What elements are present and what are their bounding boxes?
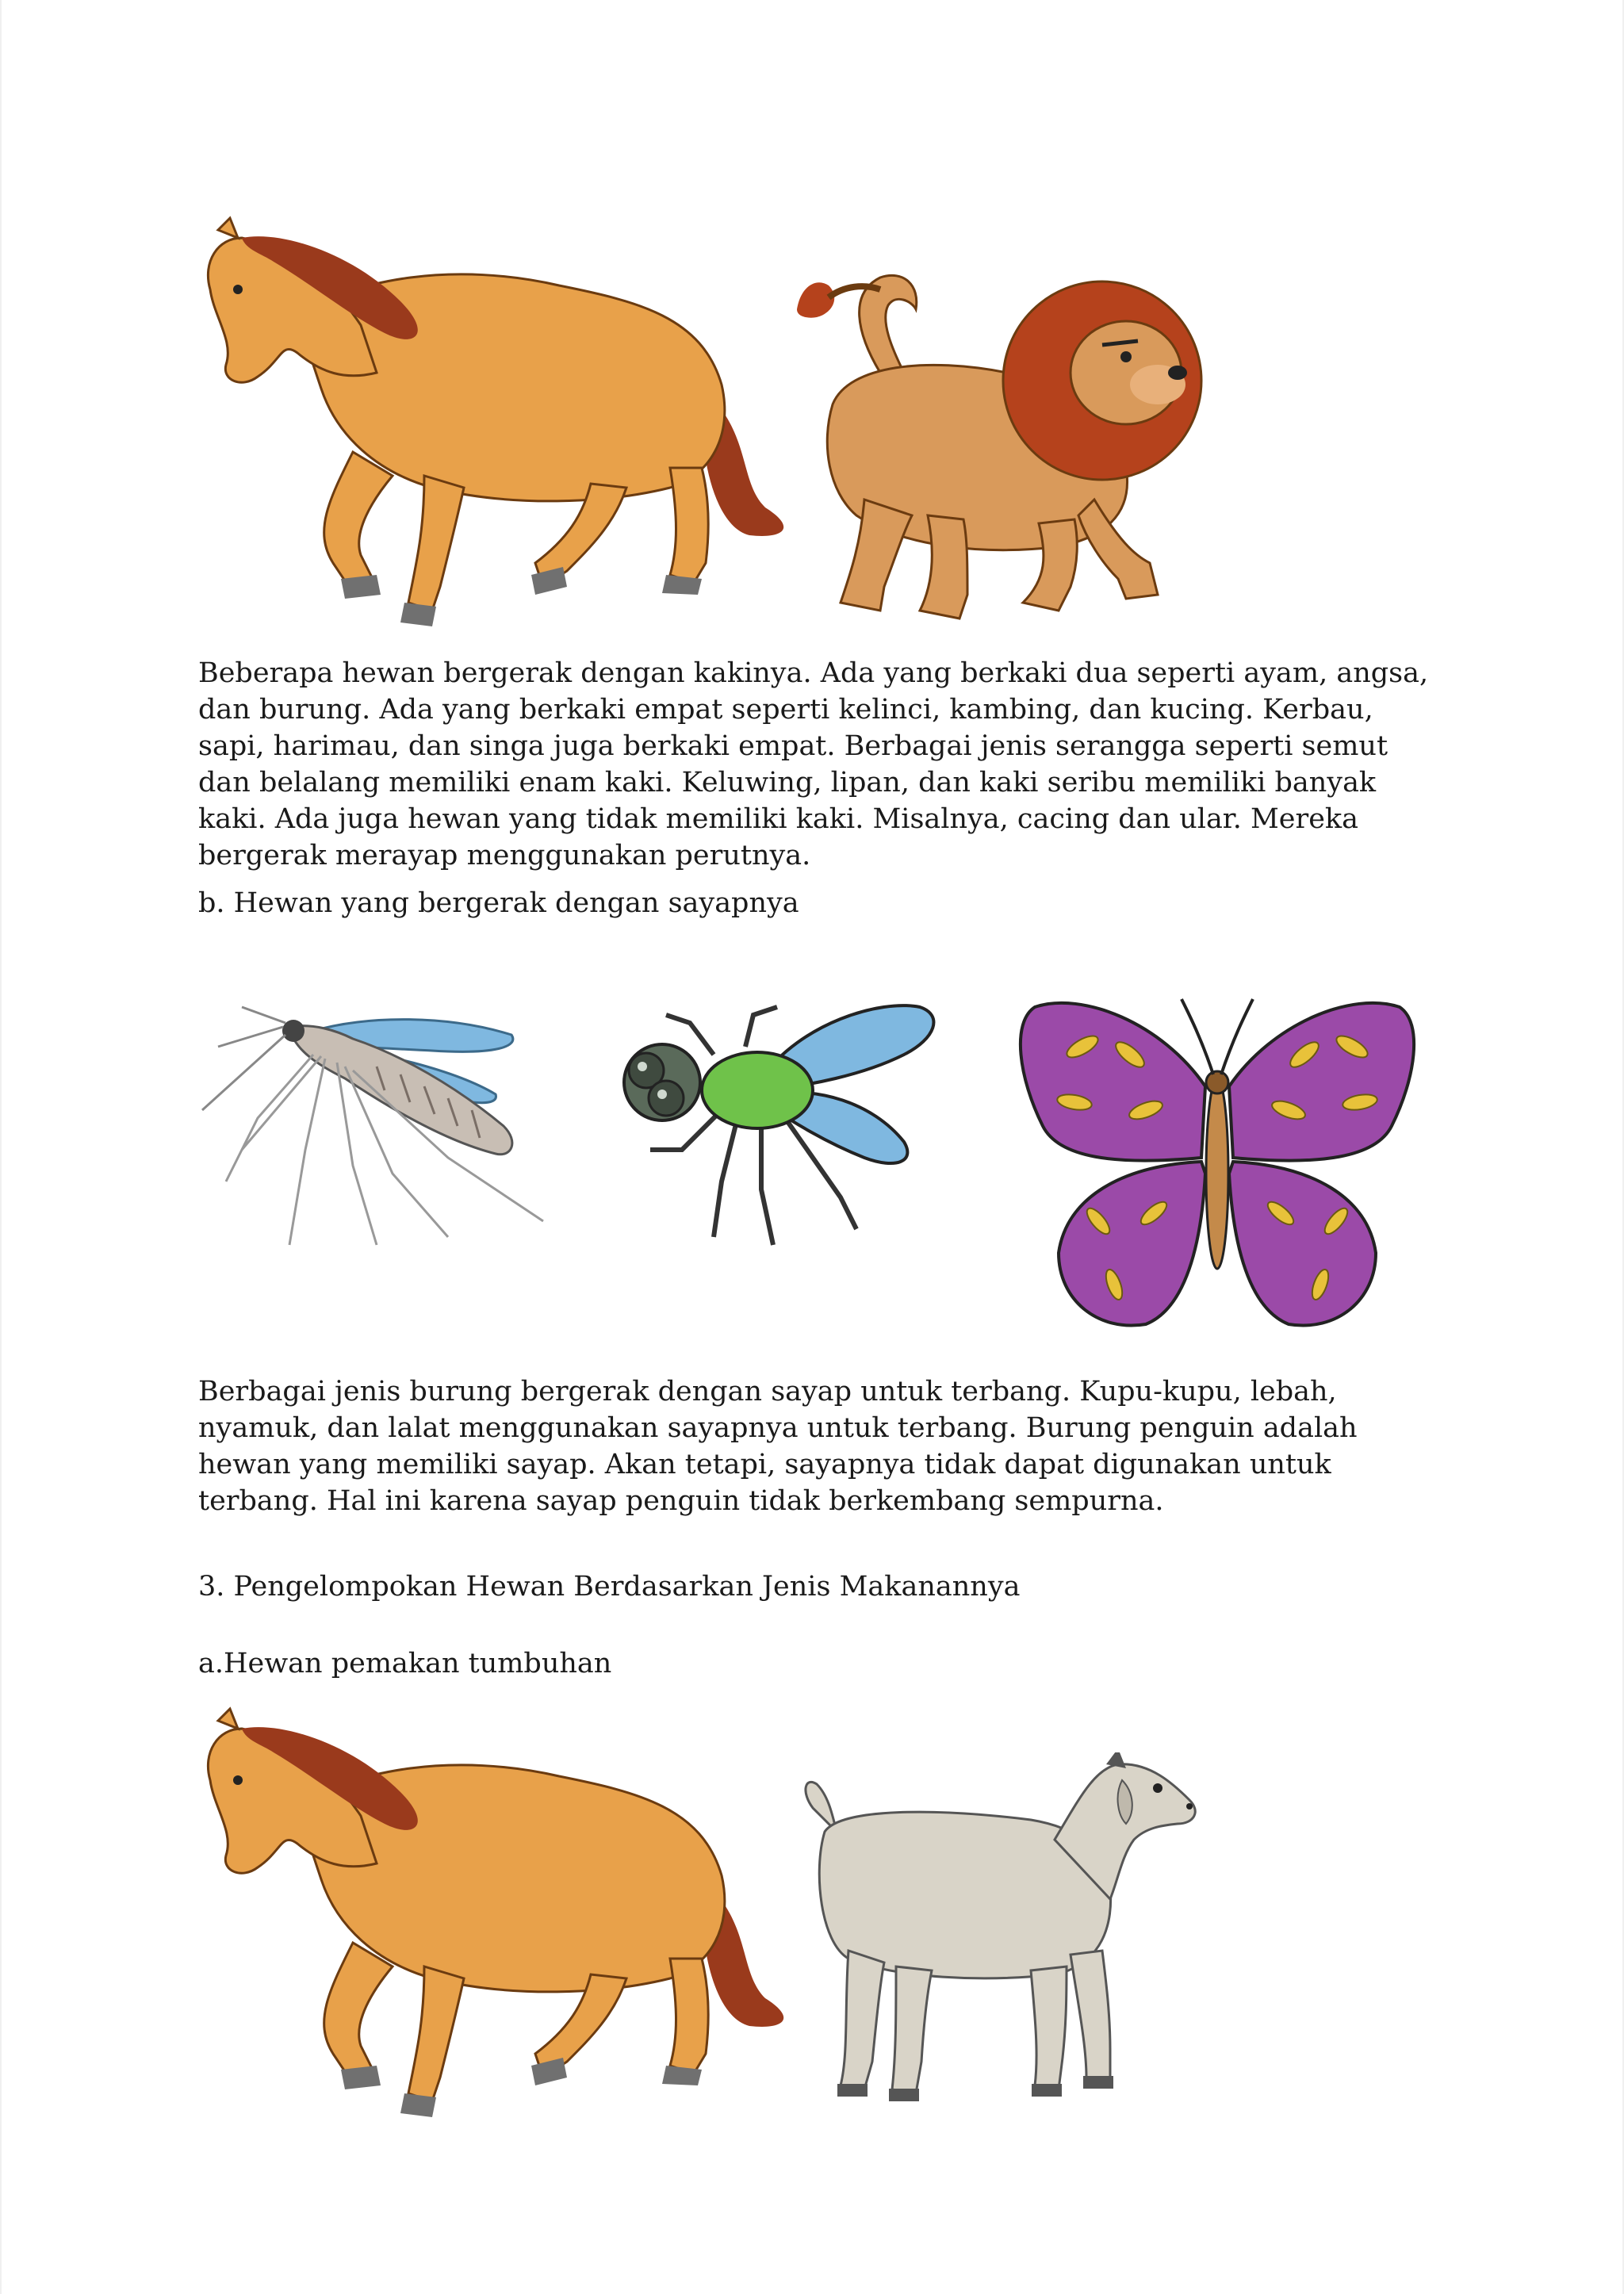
heading-wings: b. Hewan yang bergerak dengan sayapnya xyxy=(198,887,799,919)
butterfly-illustration xyxy=(1011,991,1423,1340)
goat-illustration xyxy=(793,1752,1205,2117)
heading-food-groups: 3. Pengelompokan Hewan Berdasarkan Jenis Makanannya xyxy=(198,1571,1021,1603)
horse-illustration-2 xyxy=(194,1705,797,2117)
horse-illustration xyxy=(194,214,797,626)
fly-illustration xyxy=(603,991,959,1277)
paragraph-legs: Beberapa hewan bergerak dengan kakinya. Ada yang berkaki dua seperti ayam, angsa, dan burung. Ada yang berkaki empat seperti kelinci, kambing, dan kucing. Kerbau, sapi, harimau, dan singa juga berkaki empat. Berbagai jenis serangga seperti semut dan belalang memiliki enam kaki. Keluwing, lipan, dan kaki seribu memiliki banyak kaki. Ada juga hewan yang tidak memiliki kaki. Misalnya, cacing dan ular. Mereka bergerak merayap menggunakan perutnya. xyxy=(198,657,1429,871)
lion-illustration xyxy=(785,262,1205,626)
heading-herbivore: a.Hewan pemakan tumbuhan xyxy=(198,1648,612,1679)
mosquito-illustration xyxy=(194,991,559,1261)
paragraph-wings: Berbagai jenis burung bergerak dengan sayap untuk terbang. Kupu-kupu, lebah, nyamuk, dan lalat menggunakan sayapnya untuk terbang. Burung penguin adalah hewan yang memiliki sayap. Akan tetapi, sayapnya tidak dapat digunakan untuk terbang. Hal ini karena sayap penguin tidak berkembang sempurna. xyxy=(198,1376,1358,1517)
